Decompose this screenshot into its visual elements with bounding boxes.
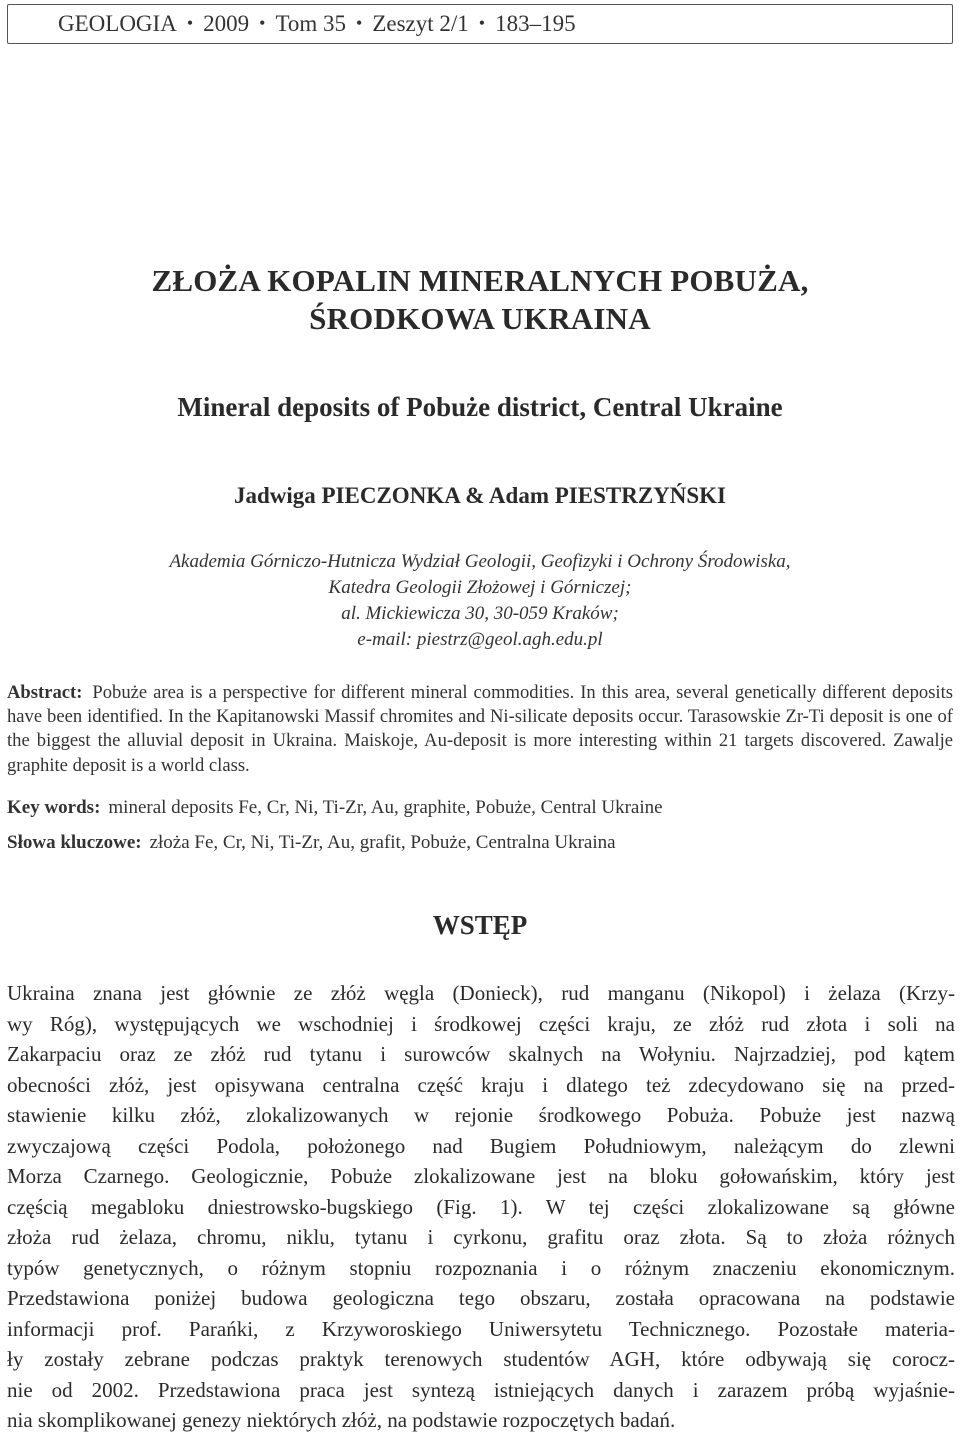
body-line: wy Róg), występujących we wschodniej i środkowej części kraju, ze złóż rud złota i soli na xyxy=(7,1011,955,1036)
abstract xyxy=(7,681,953,778)
body-line: ły zostały zebrane podczas praktyk terenowych studentów AGH, które odbywają się corocz- xyxy=(7,1347,955,1371)
journal-volume: Tom 35 xyxy=(275,11,347,36)
affiliation-email: e-mail: piestrz@geol.agh.edu.pl xyxy=(357,629,603,650)
abstract-label: Abstract: xyxy=(7,682,83,703)
keywords-text: mineral deposits Fe, Cr, Ni, Ti-Zr, Au, graphite, Pobuże, Central Ukraine xyxy=(108,797,663,818)
title-line-1: ZŁOŻA KOPALIN MINERALNYCH POBUŻA, xyxy=(151,263,809,298)
authors: Jadwiga PIECZONKA & Adam PIESTRZYŃSKI xyxy=(233,483,727,508)
english-title: Mineral deposits of Pobuże district, Central Ukraine xyxy=(177,392,783,422)
affiliation-line: al. Mickiewicza 30, 30-059 Kraków; xyxy=(341,603,619,624)
body-line: nia skomplikowanej genezy niektórych złóż, na podstawie rozpoczętych badań. xyxy=(7,1408,676,1432)
header-separator: • xyxy=(356,12,363,33)
body-line: Zakarpaciu oraz ze złóż rud tytanu i surowców skalnych na Wołyniu. Najrzadziej, pod kątem xyxy=(7,1042,955,1066)
keywords-label: Key words: xyxy=(7,797,101,818)
keywords-label-polish: Słowa kluczowe: xyxy=(7,832,142,853)
body-line: Ukraina znana jest głównie ze złóż węgla (Donieck), rud manganu (Nikopol) i żelaza (Krzy- xyxy=(7,981,955,1005)
body-line: typów genetycznych, o różnym stopniu rozpoznania i o różnym znaczeniu ekonomicznym. xyxy=(7,1255,955,1280)
keywords-text-polish: złoża Fe, Cr, Ni, Ti-Zr, Au, grafit, Pobuże, Centralna Ukraina xyxy=(149,832,616,853)
keywords-english xyxy=(7,795,953,821)
body-line: stawienie kilku złóż, zlokalizowanych w rejonie środkowego Pobuża. Pobuże jest nazwą xyxy=(7,1103,955,1127)
journal-pages: 183–195 xyxy=(495,11,576,36)
section-heading: WSTĘP xyxy=(432,910,528,940)
affiliation xyxy=(0,549,960,653)
body-paragraph xyxy=(7,978,955,1436)
journal-issue: Zeszyt 2/1 xyxy=(372,11,469,36)
body-line: informacji prof. Parańki, z Krzyworoskiego Uniwersytetu Technicznego. Pozostałe materia- xyxy=(7,1316,955,1341)
title-line-2: ŚRODKOWA UKRAINA xyxy=(309,301,651,336)
body-line: Morza Czarnego. Geologicznie, Pobuże zlokalizowane jest na bloku gołowańskim, który jest xyxy=(7,1164,955,1188)
body-line: złoża rud żelaza, chromu, niklu, tytanu i cyrkonu, grafitu oraz złota. Są to złoża różnych xyxy=(7,1225,955,1249)
body-line: Przedstawiona poniżej budowa geologiczna tego obszaru, została opracowana na podstawie xyxy=(7,1286,955,1310)
body-line: obecności złóż, jest opisywana centralna część kraju i dlatego też zdecydowano się na przed- xyxy=(7,1072,955,1097)
header-separator: • xyxy=(259,12,266,33)
affiliation-line: Katedra Geologii Złożowej i Górniczej; xyxy=(328,577,632,598)
keywords-polish xyxy=(7,830,953,856)
journal-name: GEOLOGIA xyxy=(58,11,177,36)
body-line: nie od 2002. Przedstawiona praca jest syntezą istniejących danych i zarazem próbą wyjaśnie- xyxy=(7,1377,955,1402)
body-line: częścią megabloku dniestrowsko-bugskiego (Fig. 1). W tej części zlokalizowane są główne xyxy=(7,1194,955,1219)
abstract-text: Pobuże area is a perspective for different mineral commodities. In this area, several genetically different deposits have been identified. In the Kapitanowski Massif chromites and Ni-silicate deposits occur. Tarasowskie Zr-Ti deposit is one of the biggest the alluvial deposit in Ukraina. Maiskoje, Au-deposit is more interesting within 21 targets discovered. Zawalje graphite deposit is a world class. xyxy=(7,682,953,776)
article-title xyxy=(0,262,960,338)
header-separator: • xyxy=(478,12,486,33)
affiliation-line: Akademia Górniczo-Hutnicza Wydział Geologii, Geofizyki i Ochrony Środowiska, xyxy=(169,551,791,572)
body-line: zwyczajową części Podola, położonego nad Bugiem Południowym, należącym do zlewni xyxy=(7,1133,955,1158)
header-separator: • xyxy=(186,12,194,33)
running-header xyxy=(7,4,953,44)
journal-year: 2009 xyxy=(203,11,250,36)
